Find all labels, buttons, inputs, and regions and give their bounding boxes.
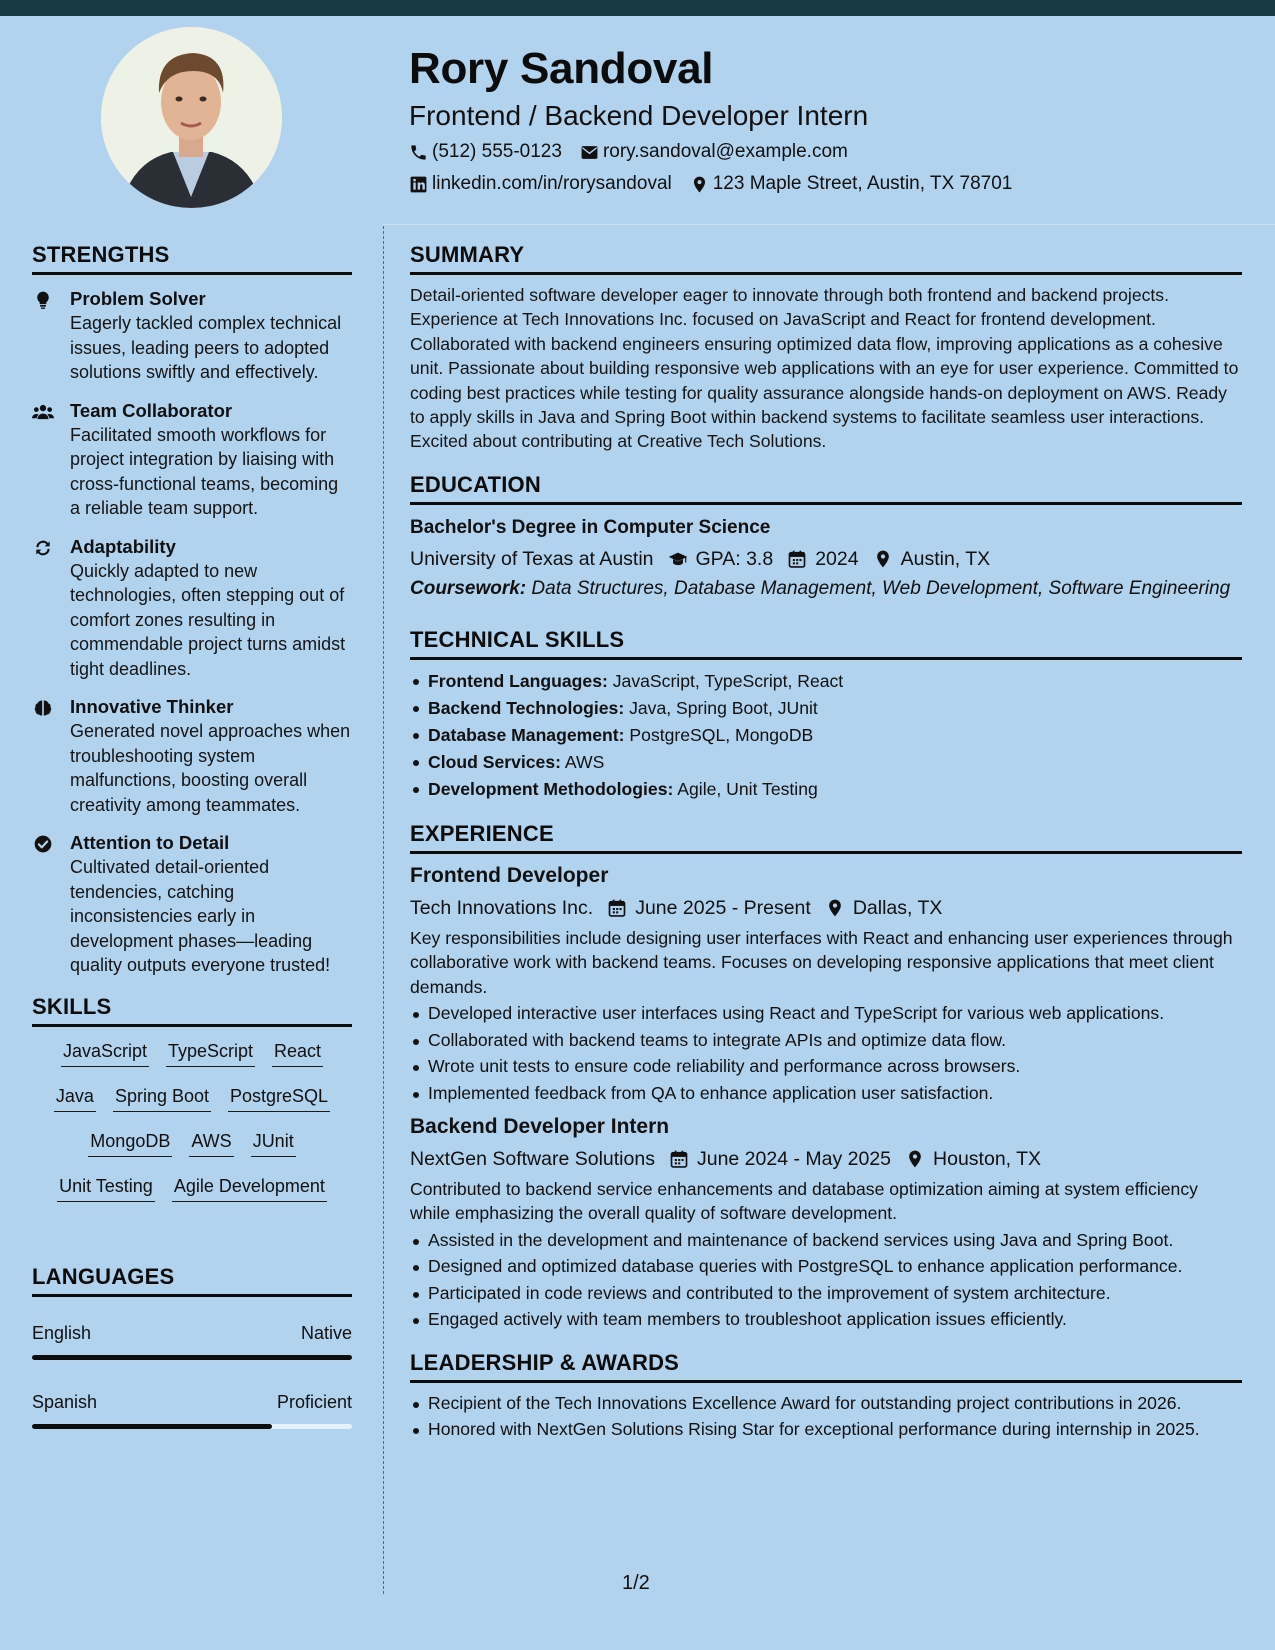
summary-section	[410, 240, 1242, 454]
envelope-icon	[580, 143, 599, 162]
list-item: Frontend Languages: JavaScript, TypeScript, React	[410, 668, 1242, 695]
strength-desc: Generated novel approaches when troubleshooting system malfunctions, boosting overall creativity among teammates.	[70, 721, 351, 815]
experience-section	[410, 819, 1242, 1332]
skill-tags	[32, 1039, 352, 1219]
coursework	[410, 577, 1242, 601]
linkedin-contact[interactable]	[409, 171, 672, 197]
phone-contact	[409, 139, 562, 165]
language-level: Proficient	[276, 1391, 352, 1412]
technical-skills-list	[410, 668, 1242, 803]
left-column	[32, 240, 352, 1429]
language-bar-fill	[32, 1355, 352, 1360]
education-meta	[410, 545, 1242, 573]
brain-icon	[32, 698, 54, 718]
education-section	[410, 470, 1242, 601]
top-bar	[0, 0, 1275, 16]
languages-section	[32, 1262, 352, 1429]
header-rule	[383, 224, 1275, 225]
job-location: Dallas, TX	[852, 896, 943, 919]
strengths-list	[32, 287, 352, 978]
job-entry	[410, 862, 1242, 1105]
strength-desc: Cultivated detail-oriented tendencies, catching inconsistencies early in development phases—leading quality outputs everyone trusted!	[70, 857, 331, 975]
experience-title: EXPERIENCE	[410, 820, 554, 846]
company-name: Tech Innovations Inc.	[410, 896, 594, 919]
job-entry	[410, 1113, 1242, 1332]
linkedin-url[interactable]: linkedin.com/in/rorysandoval	[432, 173, 672, 194]
strength-title: Attention to Detail	[70, 832, 230, 853]
skill-tag: MongoDB	[88, 1129, 172, 1157]
job-dates: June 2025 - Present	[635, 896, 811, 919]
contact-row-1	[409, 139, 1249, 165]
awards-section	[410, 1348, 1242, 1442]
degree-title: Bachelor's Degree in Computer Science	[410, 516, 771, 538]
skill-tag: JavaScript	[61, 1039, 149, 1067]
job-location: Houston, TX	[933, 1148, 1042, 1171]
strengths-section	[32, 240, 352, 978]
list-item: Implemented feedback from QA to enhance application user satisfaction.	[410, 1081, 1242, 1106]
list-item: Honored with NextGen Solutions Rising Star for exceptional performance during internship in 2025.	[410, 1417, 1242, 1442]
graduation-year: 2024	[815, 547, 859, 570]
strength-item	[32, 695, 352, 817]
calendar-icon	[607, 898, 627, 918]
gpa: GPA: 3.8	[695, 547, 774, 570]
users-icon	[32, 402, 54, 422]
right-column	[410, 240, 1242, 1458]
strength-desc: Quickly adapted to new technologies, often stepping out of comfort zones resulting in commendable project turns amidst tight deadlines.	[70, 560, 346, 679]
language-bar	[32, 1424, 352, 1429]
language-name: English	[32, 1322, 92, 1343]
job-bullets	[410, 1228, 1242, 1332]
map-pin-icon	[905, 1149, 925, 1169]
language-item	[32, 1390, 352, 1429]
school-location: Austin, TX	[900, 547, 991, 570]
skills-title: SKILLS	[32, 993, 112, 1019]
address-text: 123 Maple Street, Austin, TX 78701	[712, 173, 1013, 194]
section-rule	[410, 851, 1242, 854]
list-item: Designed and optimized database queries with PostgreSQL to enhance application performance.	[410, 1254, 1242, 1279]
section-rule	[32, 1024, 352, 1027]
contact-row-2	[409, 171, 1249, 197]
list-item: Developed interactive user interfaces using React and TypeScript for various web applications.	[410, 1001, 1242, 1026]
strength-desc: Eagerly tackled complex technical issues, leading peers to adopted solutions swiftly and effectively.	[70, 313, 342, 382]
school-name: University of Texas at Austin	[410, 547, 654, 570]
list-item: Assisted in the development and maintenance of backend services using Java and Spring Boot.	[410, 1228, 1242, 1253]
strength-desc: Facilitated smooth workflows for project integration by liaising with cross-functional teams, becoming a reliable team support.	[70, 424, 339, 518]
strength-title: Team Collaborator	[70, 399, 233, 421]
language-level: Native	[300, 1322, 352, 1343]
technical-skills-title: TECHNICAL SKILLS	[410, 626, 625, 652]
list-item: Recipient of the Tech Innovations Excellence Award for outstanding project contributions in 2026.	[410, 1391, 1242, 1416]
skill-tag: Unit Testing	[57, 1174, 155, 1202]
list-item: Cloud Services: AWS	[410, 749, 1242, 776]
section-rule	[32, 1294, 352, 1297]
phone-number: (512) 555-0123	[432, 141, 562, 162]
skill-tag: Agile Development	[172, 1174, 327, 1202]
map-pin-icon	[825, 898, 845, 918]
strength-title: Problem Solver	[70, 288, 206, 309]
summary-text: Detail-oriented software developer eager to innovate through both frontend and backend projects. Experience at Tech Innovations Inc. focused on JavaScript and React for frontend development. Collaborated with backend engineers ensuring optimized data flow, improving applications as a cohesive unit. Passionate about building responsive web applications with an eye for user experience. Committed to coding best practices while testing for quality assurance alongside hands-on deployment on AWS. Ready to apply skills in Java and Spring Boot within backend systems to facilitate seamless user interactions. Excited about contributing at Creative Tech Solutions.	[410, 285, 1239, 452]
skill-tag: Spring Boot	[113, 1084, 211, 1112]
graduation-cap-icon	[668, 549, 688, 569]
job-meta	[410, 1145, 1242, 1173]
awards-list	[410, 1391, 1242, 1442]
email-contact[interactable]	[580, 139, 848, 165]
candidate-name: Rory Sandoval	[409, 44, 714, 93]
job-description: Key responsibilities include designing user interfaces with React and enhancing user experiences through collaborative work with backend teams. Focuses on developing responsive applications that meet client demands.	[410, 927, 1233, 997]
job-description: Contributed to backend service enhancements and database optimization aiming at system efficiency while emphasizing the overall quality of software development.	[410, 1179, 1198, 1224]
skill-tag-row	[32, 1129, 352, 1174]
list-item: Engaged actively with team members to troubleshoot application issues efficiently.	[410, 1307, 1242, 1332]
calendar-icon	[669, 1149, 689, 1169]
resume-header	[409, 40, 1249, 197]
page-number: 1/2	[622, 1572, 650, 1594]
skills-section	[32, 992, 352, 1219]
skill-tag: AWS	[189, 1129, 233, 1157]
list-item: Collaborated with backend teams to integrate APIs and optimize data flow.	[410, 1028, 1242, 1053]
technical-skills-section	[410, 625, 1242, 803]
calendar-icon	[787, 549, 807, 569]
section-rule	[410, 272, 1242, 275]
email-address[interactable]: rory.sandoval@example.com	[602, 141, 848, 162]
languages-title: LANGUAGES	[32, 1263, 175, 1289]
sync-icon	[32, 538, 54, 558]
list-item: Backend Technologies: Java, Spring Boot, JUnit	[410, 695, 1242, 722]
job-dates: June 2024 - May 2025	[696, 1148, 892, 1171]
linkedin-icon	[409, 175, 428, 194]
check-circle-icon	[32, 834, 54, 854]
skill-tag: JUnit	[251, 1129, 296, 1157]
language-bar-fill	[32, 1424, 272, 1429]
skill-tag-row	[32, 1039, 352, 1084]
company-name: NextGen Software Solutions	[410, 1148, 655, 1171]
strength-title: Innovative Thinker	[70, 696, 234, 717]
skill-tag: Java	[54, 1084, 96, 1112]
strengths-title: STRENGTHS	[32, 242, 170, 267]
coursework-list: Data Structures, Database Management, Web Development, Software Engineering	[531, 577, 1231, 599]
job-title: Backend Developer Intern	[410, 1115, 670, 1139]
list-item: Development Methodologies: Agile, Unit Testing	[410, 776, 1242, 803]
section-rule	[410, 657, 1242, 660]
skill-tag: TypeScript	[166, 1039, 255, 1067]
lightbulb-icon	[32, 290, 54, 310]
summary-title: SUMMARY	[410, 242, 525, 267]
education-title: EDUCATION	[410, 471, 541, 497]
coursework-label: Coursework:	[410, 577, 527, 599]
phone-icon	[409, 143, 428, 162]
address-contact	[690, 171, 1013, 197]
skill-tag-row	[32, 1084, 352, 1129]
strength-title: Adaptability	[70, 535, 176, 557]
strength-item	[32, 535, 352, 682]
map-pin-icon	[873, 549, 893, 569]
candidate-role: Frontend / Backend Developer Intern	[409, 100, 869, 131]
strength-item	[32, 399, 352, 521]
section-rule	[32, 272, 352, 275]
map-pin-icon	[690, 175, 709, 194]
job-bullets	[410, 1001, 1242, 1105]
list-item: Database Management: PostgreSQL, MongoDB	[410, 722, 1242, 749]
list-item: Wrote unit tests to ensure code reliability and performance across browsers.	[410, 1054, 1242, 1079]
job-meta	[410, 894, 1242, 922]
section-rule	[410, 1380, 1242, 1383]
column-divider	[383, 226, 384, 1594]
section-rule	[410, 502, 1242, 505]
skill-tag: PostgreSQL	[228, 1084, 330, 1112]
skill-tag-row	[32, 1174, 352, 1219]
skill-tag: React	[272, 1039, 323, 1067]
profile-photo	[101, 27, 282, 208]
language-bar	[32, 1355, 352, 1360]
list-item: Participated in code reviews and contributed to the improvement of system architecture.	[410, 1281, 1242, 1306]
strength-item	[32, 287, 352, 385]
language-name: Spanish	[32, 1391, 98, 1412]
strength-item	[32, 831, 352, 978]
language-item	[32, 1321, 352, 1360]
awards-title: LEADERSHIP & AWARDS	[410, 1349, 680, 1375]
job-title: Frontend Developer	[410, 863, 609, 887]
